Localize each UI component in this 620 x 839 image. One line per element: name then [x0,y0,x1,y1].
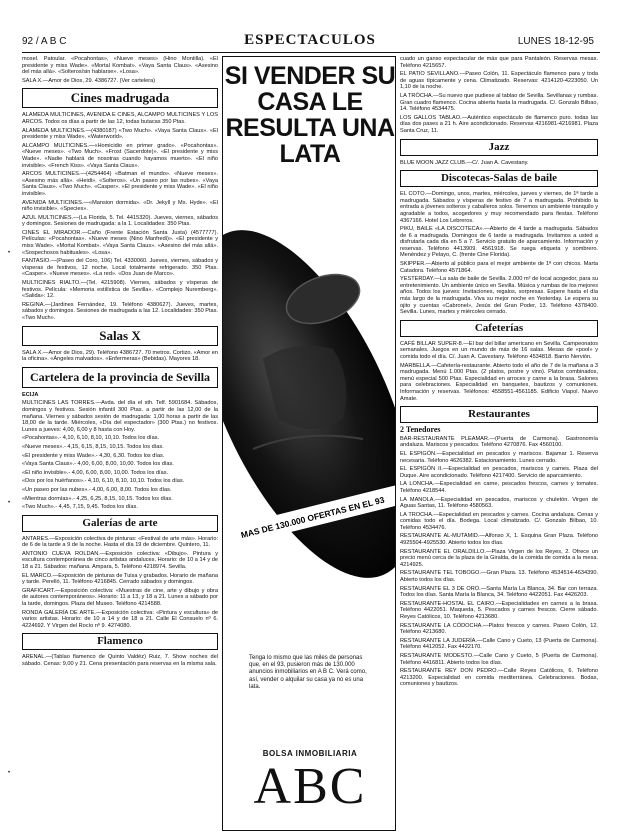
cines-entry: ALAMEDA MULTICINES, AVENIDA E CINES, ALCAMPO MULTICINES Y LOS ARCOS. Todos os días a partir de las 12, todas butacas 350 Ptas. [22,112,218,125]
ad-body-text: Tenga lo mismo que las miles de personas que, en el 93, pusieron más de 130.000 anuncios inmobiliarios en A B C. Verá como, así, vender o alquilar su casa ya no es una lata. [249,655,367,690]
cines-entry: AZUL MULTICINES.—(La Florida, 5. Tel. 4415320). Jueves, viernes, sábados y domingos. Sesiones de madrugada: a la 1. Localidades: 350 Ptas. [22,214,218,228]
restaurant-entry: RESTAURANTE MODESTO.—Calle Cano y Cueto, 5 (Puerta de Carmona). Teléfono 4416811. Abierto todos los días. [400,652,598,666]
disco-entry: PIKU, BAILE «LA DISCOTECA».—Abierto de 4 tarde a madrugada. Sábados de 6 a madrugada. Domingos de 6 tarde a madrugada. Invitamos a usted a disfrutarla cada día en 5 a 7. Servicio gratuito de aparcamiento. Información y reservas. Teléfono 4413909. 4561918. Se ruega etiqueta y sombrero. Menéndez y Pelayo, C. (frente Cine Florida). [400,226,598,259]
salas-x-heading: Salas X [22,326,218,346]
cines-entry: MULTICINES RIALTO.—(Tel. 4215908). Viernes, sábados y vísperas de festivos. Película: «Memoria estilística de Sevilla». «Complejo Nuremberg». «Salida»: 12. [22,280,218,300]
disco-entry: SKIPPER.—Abierto al público para el mejor ambiente de 1ª con chicos. Marta Catadora. Teléfono 4571864. [400,261,598,274]
salas-x-entry: SALA X.—Amor de Dios, 29). Teléfono 4386727. 70 metros. Cortizo. «Amor en la oficina». «Ángeles malvados». «Enfermeras» (Bebidas). Mayores 18. [22,349,218,363]
margin-bullet: • [8,770,11,776]
flamenco-cont-entry: LA TRÓCHA.—Su nuevo que pudiese al tablao de Sevilla. Sevillanas y rumbas. Gran cuadro flamenco. Cocina abierta hasta la madrugada. C/. Gonzalo Bilbao, 14. Teléfono 4534475. [400,92,598,113]
left-intro-2: SALA X.—Amor de Dios, 29. 4386727. (Ver cartelera) [22,77,156,84]
ad-banner-text: MAS DE 130.000 OFERTAS EN EL 93 [239,494,386,541]
cines-entry: REGINA.—(Jardines Fernández, 19. Teléfono 4380627). Jueves, martes, sábados y domingos. Sesiones de madrugada a las 12. Localidades: 350 Ptas. «Two Much». [22,301,218,321]
galeria-entry: EL MARCO.—Exposición de pinturas de Tuisa y grabados. Horario de mañana y tarde. Perelló, 11. Teléfono 4216845. Cerrado sábados y domingos. [22,572,218,586]
screening-item: «Pocahontas».- 4,10, 6,10, 8,10, 10,10. Todos los días. [22,435,160,442]
galerias-heading: Galerías de arte [22,515,218,532]
galeria-entry: ANTARES.—Exposición colectiva de pinturas: «Festival de arte más». Horario: de 6 de la tarde a 9 de la noche. Hasta el día 19 de diciembre. Quintero, 11. [22,535,218,549]
restaurant-entry: RESTAURANTE LA CÓDOCHA.—Platos frescos y carnes. Paseo Colón, 12. Teléfono 4213680. [400,622,598,636]
screening-item: «El presidente y miss Wade».- 4,30, 6,30. Todos los días. [22,452,165,459]
crushed-can-illustration [223,189,396,649]
screening-item: «Dos por los huérfanos».- 4,10, 6,10, 8,10, 10,10. Todos los días. [22,478,185,485]
margin-bullet: • [8,500,11,506]
restaurant-entry: EL ESPIGÓN II.—Especialidad en pescados, mariscos y carnes. Plaza del Duque. Aire acondicionado. Teléfono 4217400. Servicio de aparcamiento. [400,466,598,479]
restaurant-entry: LA MANOLA.—Especialidad en pescados, mariscos y chuletón. Virgen de Aguas Santas, 11. Teléfono 4580563. [400,496,598,510]
restaurant-entry: RESTAURANTE LA JUDERÍA.—Calle Cano y Cueto, 13 (Puerta de Carmona). Teléfono 4412052. Fax 4422170. [400,637,598,651]
page-header [0,0,620,52]
jazz-entry: BLUE MOON JAZZ CLUB.—C/. Juan A. Cavestany. [400,159,529,166]
galeria-entry: ANTONIO CUEVA ROLDAN.—Exposición colectiva: «Dibujo». Pintura y escultura contemporánea de cinco artistas andaluces. Horario: de 10 a 14 y de 18 a 21. Sábados: mañana. Ampara, 5. Teléfono 4218974. Sevilla. [22,550,218,571]
ecija-screenings [22,435,218,510]
right-column [400,56,598,831]
flamenco-cont-entry: LOS GALLOS TABLAO.—Auténtico espectáculo de flamenco puro. todas las días dos pases a 21 h. Aire acondicionado. Reservas 4216981-4216981. Plaza Santa Cruz, 11. [400,114,598,134]
cines-entry: FANTASIO.—(Paseo del Coro, 106) Tel. 4330060. Jueves, viernes, sábados y vísperas de festivos, 12 noche. Local totalmente refrigerado. 350 Ptas. «Casper». «Nueve meses». «La red». «Dos Juan de Marco». [22,258,218,278]
disco-entry: EL COTO.—Domingo, unos, martes, miércoles, jueves y viernes, de 1ª tarde a madrugada. Sábados y vísperas de festivo de 7 a madrugada. Prohibido la entrada a jóvenes solteros y caballeros solos. Tenemos un ambiente tranquilo y agradable a todos, acogedores y muy recomendado para fiestas. Teléfono 4367166. Hotel Los Lebreros. [400,191,598,224]
restaurant-entry: BAR-RESTAURANTE PLEAMAR.—(Puerta de Carmona). Gastronomía andaluza. Mariscos y pescados. Teléfono 4270876. Fax 4560100. [400,435,598,449]
restaurant-entry: RESTAURANTE-HOSTAL EL CAIRO.—Especialidades en carnes a la brasa. Teléfono 4422051. Maqueda, 5. Pescados y carnes frescos. Cierre sábado. Reyes Católicos, 10. Teléfono 4213680. [400,600,598,620]
header-rule [22,52,600,53]
page-number: 92 / A B C [22,36,67,47]
discotecas-heading: Discotecas-Salas de baile [400,170,598,187]
cines-entry: ARCOS MULTICINES.—(4254464) «Batman el mundo». «Nueve meses». «Asesino más allá». «Heidi». «Solteros». «Un paseo por las nubes». «Vaya Santa Claus». «Two Much». «Casper». «El presidente y miss Wade». «El niño invisible». [22,171,218,197]
galeria-entry: GRAFICART.—Exposición colectiva: «Muestras de cine, arte y dibujo y obra de autores contemporáneos». Horario: 11 a 13, y 18 a 21. Lunes a sábado por la tarde, domingos. Plaza del Museo. Teléfono 4214588. [22,587,218,608]
section-title: ESPECTACULOS [244,32,376,48]
bolsa-inmobiliaria-label: BOLSA INMOBILIARIA [262,749,358,758]
screening-item: «Un paseo por las nubes».- 4,00, 6,00, 8,00. Todos los días. [22,486,172,493]
jazz-heading: Jazz [400,139,598,156]
abc-logo: ABC [253,758,367,815]
galeria-entry: RONDA GALERÍA DE ARTE.—Exposición colectiva: «Pintura y escultura» de varios artistas. Horario: de 10 a 14 y de 18 a 21. Calle El Consuelo nº 6. 4224692. Y Virgen del Rocío nº 9. 4274080. [22,609,218,629]
restaurant-entry: LA TROCHA.—Especialidad en pescados y carnes. Cocina andaluza. Cenas y comidas todo el día. Bodega. Local climatizado. C/. Gonzalo Bilbao, 10. Teléfono 4534476. [400,511,598,531]
restaurant-entry: RESTAURANTE REY DON PEDRO.—Calle Reyes Católicos, 6. Teléfono 4213200. Especialidad en comida mediterránea. Celebraciones. Bodas, comuniones y bautizos. [400,668,598,688]
flamenco-cont-entry: EL PATIO SEVILLANO.—Paseo Colón, 11. Espectáculo flamenco para y toda de aguas típicamente y cena. Climatizado. Reservas: 4214120-4223050. Un 1,10 de la noche. [400,71,598,91]
cines-entry: CINES EL MIRADOR.—Caño (Frente Estación Santa Justa) (4577777). Películas: «Pocahontas». «Nueve meses (Nino Manfredi)». «El presidente y miss Wade». «Mortal Kombat». «Vaya Santa Claus». «Asesino del más allá». «Sospechosos habituales». «Losa». [22,229,218,256]
ecija-label: ECIJA [22,391,39,398]
tenedores-subheading: 2 Tenedores [400,425,441,435]
ad-headline: SI VENDER SU CASA LE RESULTA UNA LATA [224,62,396,168]
disco-entry: YESTERDAY.—La sala de baile de Sevilla. 2.000 m² de local acogedor, para su entretenimiento. Un ambiente único en Sevilla. Música y rumbas de los mejores años. Todos los jueves: Invitaciones, regalos, sorpresas. Espere hasta el día más largo de la madrugada. Viva su mejor noche en Yesterday. Le espera su ojito y cuentas «Cabronel», Jesús del Gran Poder, 13. Teléfono 4378400. Sevilla. Lunes, martes y miércoles cerrado. [400,276,598,316]
left-column [22,56,218,831]
restaurantes-heading: Restaurantes [400,406,598,423]
abc-advertisement [222,56,396,831]
cines-entry: AVENIDA MULTICINES.—«Mansion dormida». «Dr. Jekyll y Ms. Hyde». «El niño invisible». «Species». [22,199,218,213]
restaurant-entry: RESTAURANTE AL-MUTAMID.—Alfonso X, 1. Esquina Gran Plaza. Teléfono 4925504-4925530. Abierto todos los días. [400,533,598,547]
cines-madrugada-heading: Cines madrugada [22,88,218,108]
restaurant-entry: LA LONCHA.—Especialidad en carne, pescados frescos, carnes y tomates. Teléfono 4218544. [400,481,598,494]
ecija-body: MULTICINES LAS TORRES.—Avda. del día el sth. Telf. 5901684. Sábados, domingos y festivos. Sesión infantil 300 Ptas. a partir de las 12,00 de la mañana. Viernes y sábados sesión de madrugada: 1,00 horas a partir de las 18,00 de la tarde. Miércoles, «Día del espectador» (300 Ptas.) no festivos. Lunes a jueves: 4,00, 6,00 y 8 hasta con Hoy. [22,400,218,433]
flamenco-heading: Flamenco [22,633,218,650]
flamenco-entry: ARENAL.—(Tablao flamenco de Quinto Valdéz) Ruiz, 7. Show noches del sábado. Cenas: 9,00 y 21. Cena presentación para reservas en la misma sala. [22,654,218,667]
flamenco-cont-entry: cuado un ganso espectacular de más que para Pantaleón. Reservas mesas. Teléfono 4215657. [400,56,598,69]
restaurant-entry: RESTAURANTE TEL TOBOGO.—Gran Plaza. 13. Teléfono 4534514-4634390. Abierto todos los días. [400,570,598,584]
restaurant-entry: RESTAURANTE EL 3 DE ORO.—Santa María La Blanca, 34. Bar con terraza. Todos los días. Santa María la Blanca, 34. Teléfono 4422051. Fax 4426203. [400,585,598,599]
cafeterias-heading: Cafeterías [400,320,598,337]
restaurant-entry: RESTAURANTE EL ORALDILLO.—Plaza Virgen de los Reyes, 2. Ofrece un precio menú cerca de la plaza de la Giralda, de la comida de comida a la mesa. 4214925. [400,548,598,568]
restaurant-entry: EL ESPIGÓN.—Especialidad en pescados y mariscos. Bajamar 1. Reserva necesaria. Teléfono 4626382. Estacionamiento. Lunes cerrado. [400,450,598,464]
cines-entry: ALCAMPO MULTICINES.—«Homicidio en primer grado». «Pocahontas». «Nueve meses». «Two Much». «Frost (Sacerdote)». «El presidente y miss Wade». «Nadie hablará de nosotras cuando hayamos muerto». «El niño invisible». «French Kiss». «Vaya Santa Claus». [22,142,218,169]
issue-date: LUNES 18-12-95 [517,36,594,47]
screening-item: «Mientras dormías».- 4,25, 6,25, 8,15, 10,15. Todos los días. [22,495,173,502]
margin-bullet: • [8,250,11,256]
screening-item: «Nueve meses».- 4,15, 6,15, 8,15, 10,15. Todos los días. [22,443,164,450]
screening-item: «Two Much».- 4,45, 7,15, 9,45. Todos los días. [22,504,138,511]
cafe-entry: MARBELLA.—Cafetería-restaurante. Abierto todo el año de 7 de la mañana a 3 madrugada. Menú 1.000 Ptas. (2 platos, postre y vino). Platos combinados, menú especial 500 Ptas. Especialidad en arroces y carne a la brasa. Salones para celebraciones. Especialidad en banquetes, bautizos y comuniones. Información y reservas. Teléfonos: 4558551-4561185. Edificio Viapol. Nuevo Amate. [400,362,598,402]
cines-entry: ALAMEDA MULTICINES.—(4380187) «Two Much». «Vaya Santa Claus». «El presidente y miss Wade». «Waterworld». [22,127,218,141]
left-intro: mosel. Patoular. «Pocahontas», «Nueve meses» (Hino Montilla). «El presidente y miss Wade». «Mortal Kombat». «Vaya Santa Claus». «Asesino del más allá». «Solteros/sin hablarse». «Losa». [22,56,218,76]
cartelera-provincia-heading: Cartelera de la provincia de Sevilla [22,367,218,388]
cines-list [22,112,218,321]
screening-item: «Vaya Santa Claus».- 4,00, 6,00, 8,00, 10,00. Todos los días. [22,461,174,468]
cafe-entry: CAFÉ BILLAR SUPER-8.—El bar del billar americano en Sevilla. Campeonatos semanales. Juegos en un mundo de más de 16 salas. Mesas de «pool» y comida todo el día. C/. Juan A. Cavestany. Teléfono 4534818. Barrio Nervión. [400,340,598,360]
screening-item: «El niño invisible».- 4,00, 6,00, 8,00, 10,00. Todos los días. [22,469,169,476]
